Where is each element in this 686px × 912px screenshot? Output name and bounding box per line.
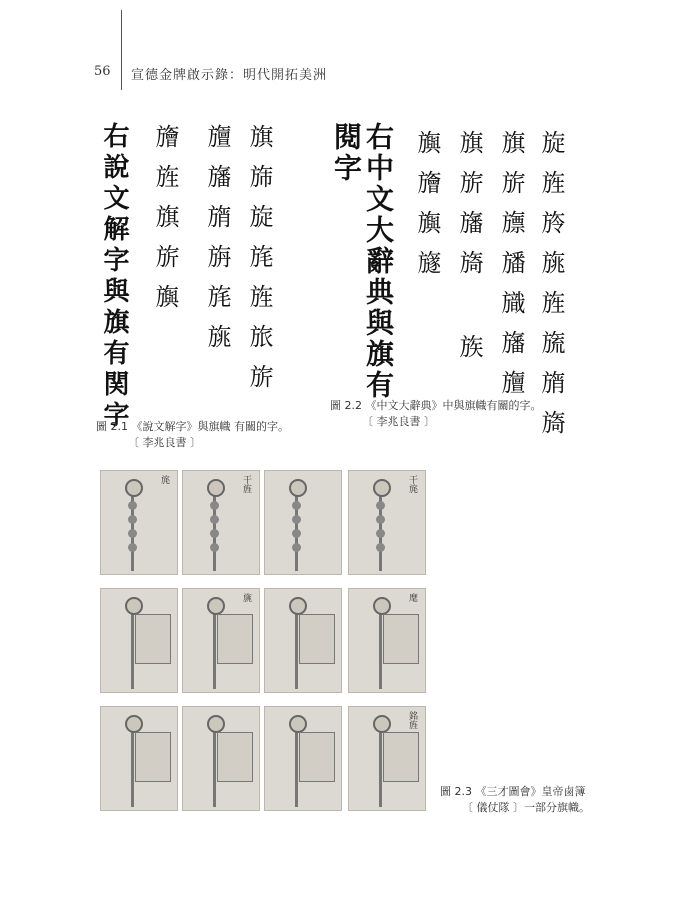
banner-illustration — [100, 470, 178, 575]
banner-illustration — [182, 706, 260, 811]
banner-cloth — [217, 732, 253, 782]
fig2-caption: 圖 2.2 《中文大辭典》中與旗幟有關的字。 — [330, 399, 542, 412]
banner-illustration — [182, 588, 260, 693]
banner-title: 干旄 — [407, 475, 417, 493]
banner-illustration — [264, 588, 342, 693]
banner-illustration — [182, 470, 260, 575]
banner-illustration — [100, 588, 178, 693]
banner-illustration — [348, 706, 426, 811]
fig2-column-5: 旗旂旚旙旘旛旜 — [497, 130, 525, 410]
banner-finial — [289, 479, 307, 497]
fig1-column-2: 旝旌旗旂旟 — [151, 124, 179, 324]
banner-finial — [125, 597, 143, 615]
fig2-column-1: 閱字 — [330, 122, 363, 184]
banner-finial — [207, 479, 225, 497]
banner-finial — [125, 479, 143, 497]
fig1-caption: 圖 2.1 《說文解字》與旗幟 有關的字。 — [96, 420, 289, 433]
banner-illustration — [348, 470, 426, 575]
banner-cloth — [383, 614, 419, 664]
banner-finial — [373, 597, 391, 615]
fig2-column-6: 旋旌旍旐旌旒旓旖 — [537, 130, 565, 450]
banner-illustration — [100, 706, 178, 811]
fig2-column-2: 右中文大辭典與旗有 — [362, 122, 395, 401]
fig2-column-3: 旟旝旟旞 — [413, 130, 441, 290]
fig3-caption: 圖 2.3 《三才圖會》皇帝鹵簿 — [440, 785, 586, 798]
running-title: 宣德金牌啟示錄：明代開拓美洲 — [131, 68, 328, 83]
page-number: 56 — [94, 64, 111, 79]
banner-cloth — [299, 614, 335, 664]
banner-cloth — [217, 614, 253, 664]
banner-title: 銘旌 — [407, 711, 417, 729]
banner-finial — [289, 715, 307, 733]
banner-illustration — [264, 470, 342, 575]
banner-cloth — [135, 732, 171, 782]
banner-finial — [125, 715, 143, 733]
banner-title: 干旌 — [241, 475, 251, 493]
banner-finial — [289, 597, 307, 615]
fig3-illustration-grid — [100, 470, 430, 812]
banner-illustration — [264, 706, 342, 811]
banner-title: 旄 — [159, 475, 169, 484]
banner-cloth — [135, 614, 171, 664]
fig1-column-1: 右說文解字與旗有関字 — [99, 122, 129, 432]
header-rule — [121, 10, 122, 90]
fig2-caption-credit: 〔 李兆良書 〕 — [362, 415, 435, 428]
banner-finial — [207, 715, 225, 733]
banner-illustration — [348, 588, 426, 693]
banner-finial — [373, 479, 391, 497]
fig2-column-4: 旗旂旛旖 族 — [455, 130, 483, 374]
banner-finial — [373, 715, 391, 733]
fig1-caption-credit: 〔 李兆良書 〕 — [128, 436, 201, 449]
fig3-caption-credit: 〔 儀仗隊 〕一部分旗幟。 — [462, 801, 590, 814]
banner-title: 麾 — [407, 593, 417, 602]
fig1-column-4: 旗旆旋旄旌旅旂 — [245, 124, 273, 404]
fig1-column-3: 旜旛旓旃旄旐 — [203, 124, 231, 364]
banner-cloth — [383, 732, 419, 782]
banner-cloth — [299, 732, 335, 782]
banner-finial — [207, 597, 225, 615]
banner-title: 旐 — [241, 593, 251, 602]
